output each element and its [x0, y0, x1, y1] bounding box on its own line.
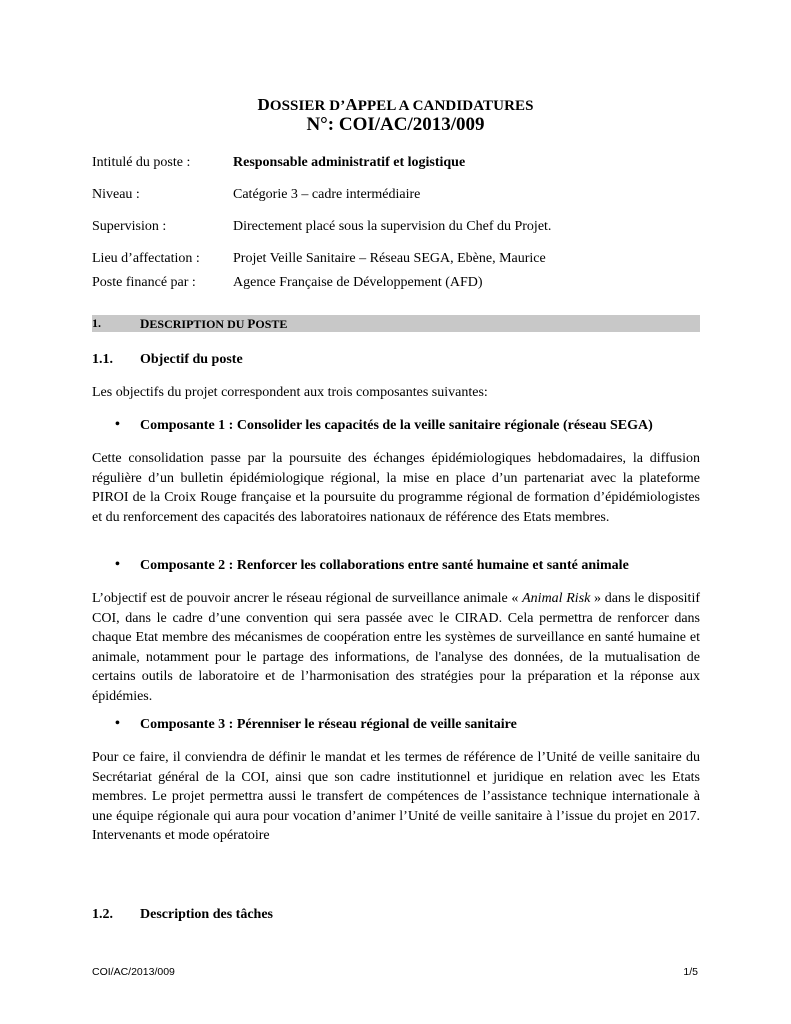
section-number: 1.	[92, 316, 101, 330]
section-title-initial-p: P	[247, 316, 256, 331]
info-label: Lieu d’affectation :	[92, 251, 200, 266]
info-value: Directement placé sous la supervision du Chef du Projet.	[233, 219, 552, 234]
paragraph-text: » dans le dispositif COI, dans le cadre d’une convention qui sera passée avec le CIRAD. Cela permettra de renforcer dans chaque Etat membre des mécanismes de coopération entre les systèmes de surveillance en santé humaine et animale, notamment pour le partage des informations, de l'analyse des données, de la mutualisation de certains outils de laboratoire et de l’harmonisation des stratégies pour la préparation et la réponse aux épidémies.	[92, 591, 700, 704]
title-part-ossier: OSSIER D’	[269, 98, 346, 114]
subsection-title: Description des tâches	[140, 907, 273, 922]
section-heading-description	[92, 315, 700, 332]
subsection-number: 1.2.	[92, 907, 113, 922]
info-value: Projet Veille Sanitaire – Réseau SEGA, Ebène, Maurice	[233, 251, 546, 266]
paragraph-italic-term: Animal Risk	[522, 591, 591, 606]
paragraph-composante-3: Pour ce faire, il conviendra de définir le mandat et les termes de référence de l’Unité de veille sanitaire du Secrétariat général de la COI, ainsi que son cadre institutionnel et juridique en relation avec les Etats membres. Le projet permettra aussi le transfert de compétences de l’assistance technique internationale à une équipe régionale qui aura pour vocation d’animer l’Unité de veille sanitaire à l’issue du projet en 2017. Intervenants et mode opératoire	[92, 750, 700, 843]
info-label: Poste financé par :	[92, 275, 196, 290]
bullet-text: Composante 2 : Renforcer les collaborations entre santé humaine et santé animale	[140, 558, 629, 573]
paragraph-text: L’objectif est de pouvoir ancrer le réseau régional de surveillance animale «	[92, 591, 523, 606]
paragraph-composante-2	[92, 589, 700, 706]
bullet-dot: •	[115, 417, 120, 432]
title-initial-a: A	[345, 95, 358, 114]
document-title	[0, 95, 791, 115]
info-value: Responsable administratif et logistique	[233, 155, 466, 170]
title-initial-d: D	[257, 95, 270, 114]
section-title-part: ESCRIPTION DU	[149, 317, 248, 331]
info-label: Supervision :	[92, 219, 167, 234]
footer-reference: COI/AC/2013/009	[92, 966, 175, 978]
paragraph-composante-1: Cette consolidation passe par la poursuite des échanges épidémiologiques hebdomadaires, la diffusion régulière d’un bulletin épidémiologique régional, la mise en place d’un partenariat avec la plateforme PIROI de la Croix Rouge française et la poursuite du programme régional de formation d’épidémiologistes et du renforcement des capacités des laboratoires nationaux de référence des Etats membres.	[92, 451, 700, 525]
info-label: Intitulé du poste :	[92, 155, 191, 170]
bullet-dot: •	[115, 557, 120, 572]
document-reference: N°: COI/AC/2013/009	[306, 114, 485, 135]
subsection-title: Objectif du poste	[140, 352, 243, 367]
intro-paragraph: Les objectifs du projet correspondent aux trois composantes suivantes:	[92, 385, 488, 400]
bullet-dot: •	[115, 716, 120, 731]
info-value: Catégorie 3 – cadre intermédiaire	[233, 187, 421, 202]
subsection-number: 1.1.	[92, 352, 113, 367]
info-value: Agence Française de Développement (AFD)	[233, 275, 483, 290]
section-title	[140, 315, 287, 333]
title-part-rest: PPEL A CANDIDATURES	[357, 98, 534, 114]
bullet-text: Composante 3 : Pérenniser le réseau régional de veille sanitaire	[140, 717, 517, 732]
bullet-text: Composante 1 : Consolider les capacités de la veille sanitaire régionale (réseau SEGA)	[140, 418, 653, 433]
section-title-initial-d: D	[140, 316, 150, 331]
section-title-part: OSTE	[255, 317, 288, 331]
footer-page-number: 1/5	[683, 966, 698, 978]
info-label: Niveau :	[92, 187, 140, 202]
